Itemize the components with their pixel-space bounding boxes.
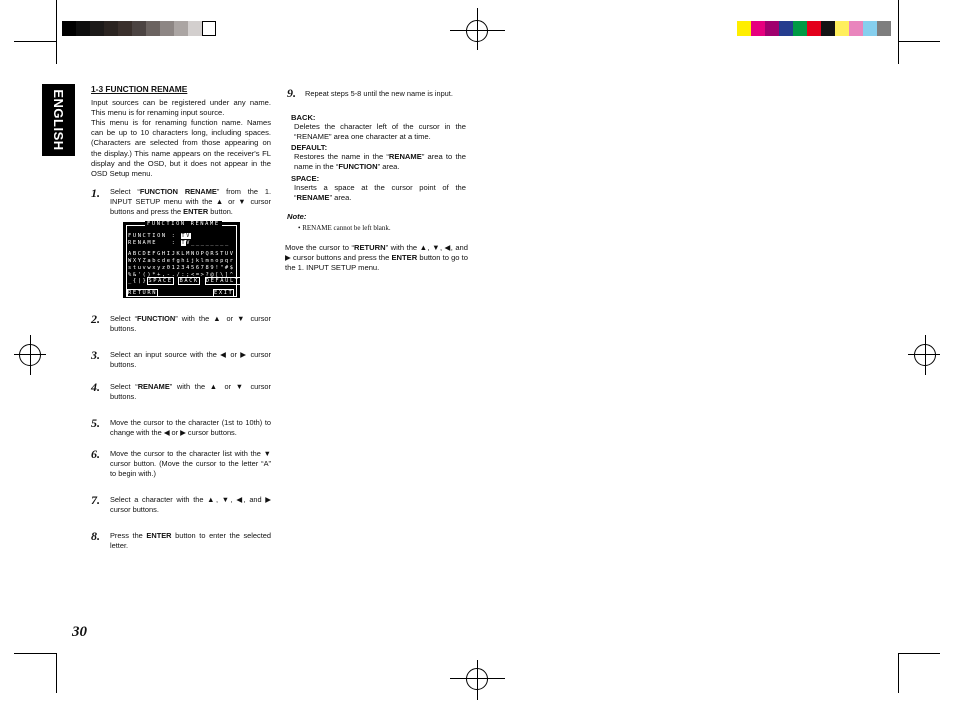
color-swatch xyxy=(751,21,765,36)
step-number: 4. xyxy=(91,380,100,394)
step-number: 7. xyxy=(91,493,100,507)
osd-return-button: RETURN xyxy=(128,290,158,296)
intro-paragraph-1: Input sources can be registered under any name. This menu is for renaming input source. xyxy=(91,98,271,118)
osd-char-row-3: stuvwxyz0123456789!"#$ xyxy=(128,265,235,271)
back-label: BACK: xyxy=(291,113,316,122)
osd-char-row-2: WXYZabcdefghijklmnopqr xyxy=(128,258,235,264)
color-swatch xyxy=(849,21,863,36)
note-item: • RENAME cannot be left blank. xyxy=(298,224,391,232)
color-swatch xyxy=(877,21,891,36)
step-text: Press the ENTER button to enter the selected letter. xyxy=(110,531,271,551)
intro-paragraph-2: This menu is for renaming function name. Names can be up to 10 characters long, including spaces. (Characters are selected from those appearing on the display.) This name appears on the receiver's FL display and the OSD, but it does not appear in the OSD Setup menu. xyxy=(91,118,271,179)
color-swatch xyxy=(863,21,877,36)
note-label: Note: xyxy=(287,212,307,221)
step-text: Select “FUNCTION RENAME” from the 1. INPUT SETUP menu with the ▲ or ▼ cursor buttons and press the ENTER button. xyxy=(110,187,271,217)
osd-title: FUNCTION RENAME xyxy=(147,221,220,227)
step-number: 5. xyxy=(91,416,100,430)
section-heading: 1-3 FUNCTION RENAME xyxy=(91,84,188,94)
step-number: 1. xyxy=(91,186,100,200)
gray-swatch xyxy=(132,21,146,36)
step-text: Move the cursor to the character (1st to 10th) to change with the ◀ or ▶ cursor buttons. xyxy=(110,418,271,438)
gray-swatch xyxy=(62,21,76,36)
color-swatch xyxy=(779,21,793,36)
space-label: SPACE: xyxy=(291,174,320,183)
step-text: Select “FUNCTION” with the ▲ or ▼ cursor buttons. xyxy=(110,314,272,334)
space-description: Inserts a space at the cursor point of the “RENAME” area. xyxy=(294,183,466,203)
gray-swatch xyxy=(118,21,132,36)
step-text: Select an input source with the ◀ or ▶ cursor buttons. xyxy=(110,350,271,370)
step-number: 9. xyxy=(287,86,296,100)
osd-screen xyxy=(123,222,240,298)
color-swatch xyxy=(765,21,779,36)
step-text: Move the cursor to the character list with the ▼ cursor button. (Move the cursor to the letter “A” to begin with.) xyxy=(110,449,271,479)
osd-exit-button: EXIT xyxy=(214,290,234,296)
step-text: Select a character with the ▲, ▼, ◀, and ▶ cursor buttons. xyxy=(110,495,271,515)
gray-swatch xyxy=(188,21,202,36)
step-number: 3. xyxy=(91,348,100,362)
default-label: DEFAULT: xyxy=(291,143,328,152)
language-tab xyxy=(42,84,75,156)
color-swatch xyxy=(821,21,835,36)
step-number: 8. xyxy=(91,529,100,543)
gray-swatch xyxy=(76,21,90,36)
gray-swatch xyxy=(90,21,104,36)
color-swatch xyxy=(737,21,751,36)
step-text: Select “RENAME” with the ▲ or ▼ cursor buttons. xyxy=(110,382,271,402)
step-text: Repeat steps 5-8 until the new name is input. xyxy=(305,89,453,98)
default-description: Restores the name in the “RENAME” area to the name in the “FUNCTION” area. xyxy=(294,152,466,172)
step-number: 6. xyxy=(91,447,100,461)
osd-rename-row: RENAME : TV________ xyxy=(128,240,230,246)
step-number: 2. xyxy=(91,312,100,326)
color-swatch xyxy=(835,21,849,36)
osd-char-row-4: %&'()*+,-./:;<=>?@[\]^ xyxy=(128,272,235,278)
osd-char-row-5: _{|}SPACE BACK DEFAULT xyxy=(128,278,240,284)
language-label: ENGLISH xyxy=(51,89,66,151)
page-number: 30 xyxy=(72,624,87,640)
osd-char-row-1: ABCDEFGHIJKLMNOPQRSTUV xyxy=(128,251,235,257)
color-swatch xyxy=(793,21,807,36)
gray-swatch xyxy=(174,21,188,36)
osd-function-row: FUNCTION : TV xyxy=(128,233,192,239)
gray-swatch xyxy=(202,21,216,36)
back-description: Deletes the character left of the cursor in the “RENAME” area one character at a time. xyxy=(294,122,466,142)
gray-swatch xyxy=(104,21,118,36)
gray-swatch xyxy=(146,21,160,36)
final-instruction: Move the cursor to “RETURN” with the ▲, ▼, ◀, and ▶ cursor buttons and press the ENTER button to go to the 1. INPUT SETUP menu. xyxy=(285,243,468,273)
color-swatch xyxy=(807,21,821,36)
gray-swatch xyxy=(160,21,174,36)
